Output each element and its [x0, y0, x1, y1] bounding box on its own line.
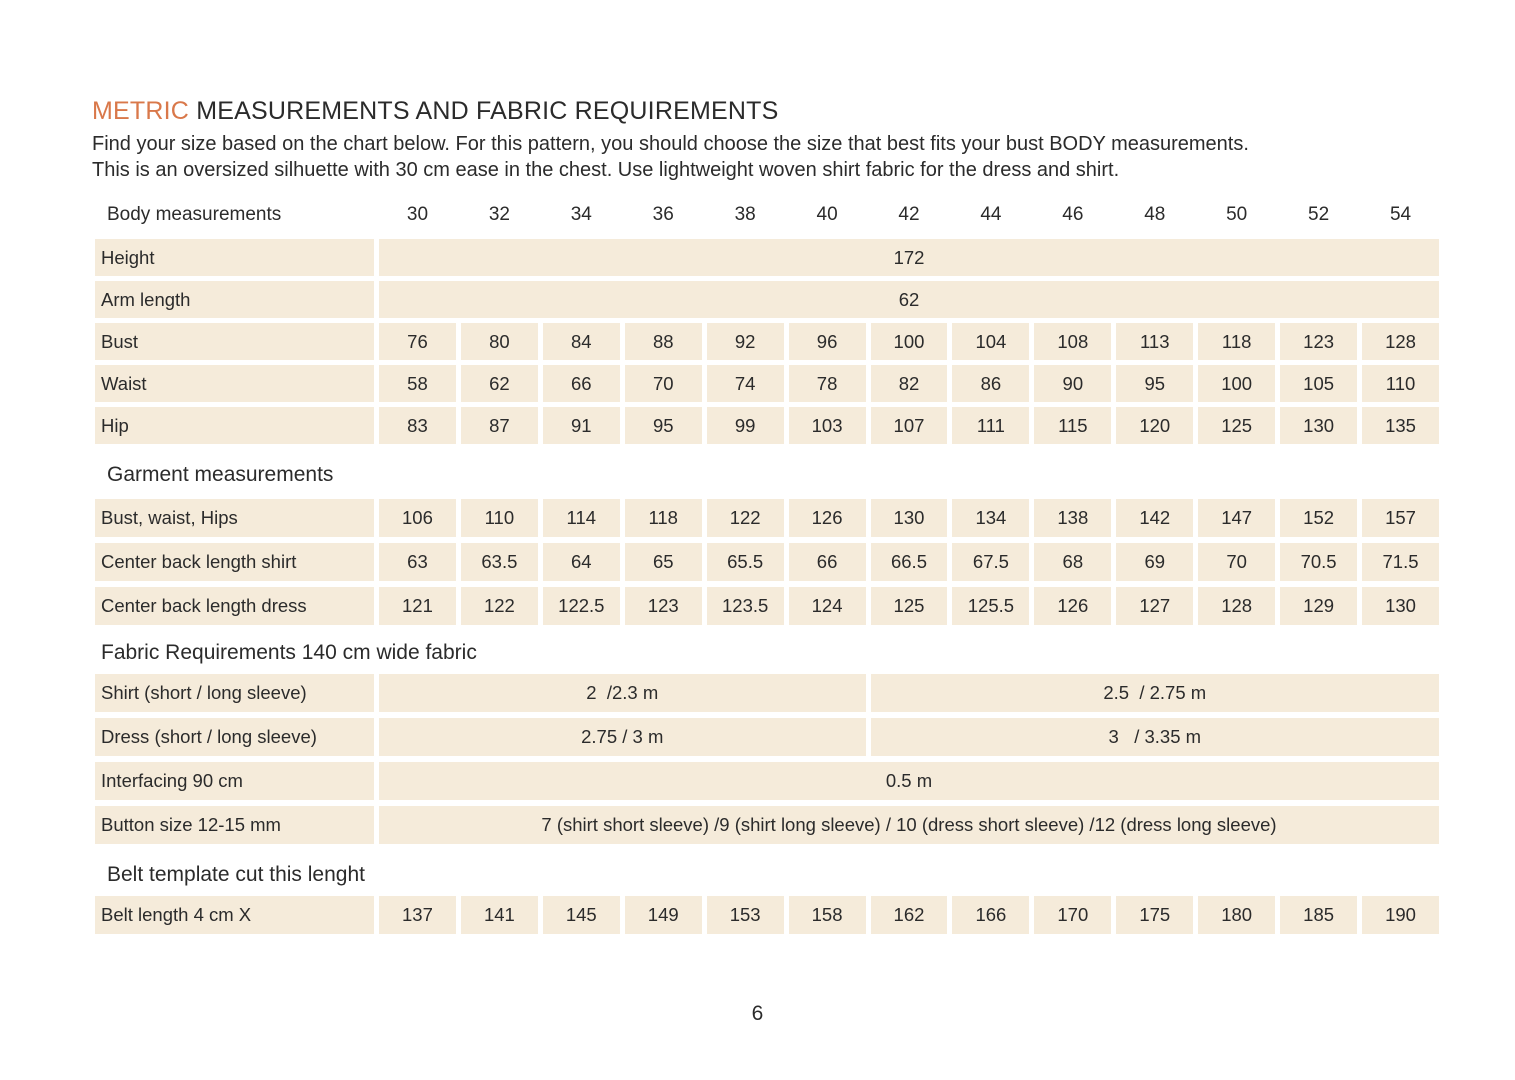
size-label: 44 — [980, 204, 1002, 225]
table-cell: 125.5 — [952, 587, 1029, 625]
table-cell: 115 — [1034, 407, 1111, 444]
table-cell: 71.5 — [1362, 543, 1439, 581]
table-cell: 80 — [461, 323, 538, 360]
table-cell: 153 — [707, 896, 784, 934]
table-cell: 84 — [543, 323, 620, 360]
table-cell: 137 — [379, 896, 456, 934]
table-cell: 147 — [1198, 499, 1275, 537]
table-cell: 108 — [1034, 323, 1111, 360]
table-cell: 78 — [789, 365, 866, 402]
garment-bust-row — [95, 499, 1439, 537]
belt-section-title: Belt template cut this lenght — [107, 863, 365, 886]
intro-line: Find your size based on the chart below. For this pattern, you should choose the size that best fits your bust BODY measurements. — [92, 133, 1249, 155]
table-cell: 62 — [461, 365, 538, 402]
table-cell: 185 — [1280, 896, 1357, 934]
table-cell: 68 — [1034, 543, 1111, 581]
table-cell: 172 — [379, 239, 1439, 276]
table-cell: 175 — [1116, 896, 1193, 934]
size-label: 30 — [406, 204, 429, 225]
intro-text — [92, 131, 1249, 183]
table-cell: 138 — [1034, 499, 1111, 537]
table-cell: 64 — [543, 543, 620, 581]
table-cell: 190 — [1362, 896, 1439, 934]
table-cell: 63 — [379, 543, 456, 581]
table-cell: 123 — [1280, 323, 1357, 360]
title-rest: MEASUREMENTS AND FABRIC REQUIREMENTS — [196, 97, 779, 125]
table-cell: 129 — [1280, 587, 1357, 625]
table-cell: 99 — [707, 407, 784, 444]
table-cell: 87 — [461, 407, 538, 444]
garment-dress-length-row — [95, 587, 1439, 625]
table-cell: 70 — [1198, 543, 1275, 581]
table-cell: 67.5 — [952, 543, 1029, 581]
table-cell: 118 — [1198, 323, 1275, 360]
size-label: 36 — [652, 204, 674, 225]
table-cell: 92 — [707, 323, 784, 360]
row-label: Waist — [95, 365, 374, 402]
table-cell: 110 — [461, 499, 538, 537]
table-cell: 58 — [379, 365, 456, 402]
table-cell: 141 — [461, 896, 538, 934]
table-cell: 128 — [1362, 323, 1439, 360]
bust-row — [95, 323, 1439, 360]
intro-line: This is an oversized silhuette with 30 cm ease in the chest. Use lightweight woven shirt fabric for the dress and shirt. — [92, 159, 1120, 181]
table-cell: 114 — [543, 499, 620, 537]
table-cell: 2 /2.3 m — [379, 674, 866, 712]
table-cell: 70.5 — [1280, 543, 1357, 581]
hip-row — [95, 407, 1439, 444]
table-cell: 122.5 — [543, 587, 620, 625]
garment-section-title: Garment measurements — [107, 463, 334, 486]
size-label: 50 — [1226, 204, 1248, 225]
table-cell: 83 — [379, 407, 456, 444]
table-cell: 103 — [789, 407, 866, 444]
size-label: 54 — [1389, 204, 1412, 225]
size-label: 48 — [1144, 204, 1166, 225]
table-cell: 122 — [461, 587, 538, 625]
body-measurements-heading: Body measurements — [107, 204, 282, 225]
row-label: Interfacing 90 cm — [95, 762, 374, 800]
button-size-row — [95, 806, 1439, 844]
table-cell: 135 — [1362, 407, 1439, 444]
table-cell: 145 — [543, 896, 620, 934]
size-label: 32 — [488, 204, 510, 225]
shirt-fabric-row — [95, 674, 1439, 712]
waist-row — [95, 365, 1439, 402]
table-cell: 96 — [789, 323, 866, 360]
table-cell: 130 — [1280, 407, 1357, 444]
row-label: Belt length 4 cm X — [95, 896, 374, 934]
table-cell: 66 — [543, 365, 620, 402]
table-cell: 65 — [625, 543, 702, 581]
table-cell: 123 — [625, 587, 702, 625]
row-label: Center back length dress — [95, 587, 374, 625]
table-cell: 2.75 / 3 m — [379, 718, 866, 756]
table-cell: 111 — [952, 407, 1029, 444]
row-label: Arm length — [95, 281, 374, 318]
table-cell: 106 — [379, 499, 456, 537]
garment-shirt-length-row — [95, 543, 1439, 581]
dress-fabric-row — [95, 718, 1439, 756]
table-cell: 63.5 — [461, 543, 538, 581]
table-cell: 70 — [625, 365, 702, 402]
table-cell: 86 — [952, 365, 1029, 402]
table-cell: 76 — [379, 323, 456, 360]
table-cell: 82 — [871, 365, 948, 402]
table-cell: 126 — [789, 499, 866, 537]
size-label: 38 — [734, 204, 756, 225]
table-cell: 130 — [871, 499, 948, 537]
size-label: 40 — [816, 204, 838, 225]
table-cell: 130 — [1362, 587, 1439, 625]
table-cell: 110 — [1362, 365, 1439, 402]
table-cell: 157 — [1362, 499, 1439, 537]
size-label: 46 — [1062, 204, 1084, 225]
table-cell: 90 — [1034, 365, 1111, 402]
table-cell: 127 — [1116, 587, 1193, 625]
table-cell: 100 — [871, 323, 948, 360]
table-cell: 95 — [625, 407, 702, 444]
table-cell: 118 — [625, 499, 702, 537]
table-cell: 65.5 — [707, 543, 784, 581]
table-cell: 123.5 — [707, 587, 784, 625]
table-cell: 134 — [952, 499, 1029, 537]
table-cell: 113 — [1116, 323, 1193, 360]
row-label: Bust — [95, 323, 374, 360]
table-cell: 142 — [1116, 499, 1193, 537]
table-cell: 62 — [379, 281, 1439, 318]
table-cell: 3 / 3.35 m — [871, 718, 1439, 756]
height-row — [95, 239, 1439, 276]
table-cell: 180 — [1198, 896, 1275, 934]
table-cell: 74 — [707, 365, 784, 402]
row-label: Hip — [95, 407, 374, 444]
size-header-row — [95, 196, 1439, 234]
table-cell: 170 — [1034, 896, 1111, 934]
table-cell: 149 — [625, 896, 702, 934]
table-cell: 107 — [871, 407, 948, 444]
belt-length-row — [95, 896, 1439, 934]
table-cell: 69 — [1116, 543, 1193, 581]
table-cell: 7 (shirt short sleeve) /9 (shirt long sleeve) / 10 (dress short sleeve) /12 (dress long sleeve) — [379, 806, 1439, 844]
table-cell: 88 — [625, 323, 702, 360]
page-number: 6 — [751, 1002, 764, 1025]
table-cell: 162 — [871, 896, 948, 934]
table-cell: 128 — [1198, 587, 1275, 625]
table-cell: 66.5 — [871, 543, 948, 581]
table-cell: 126 — [1034, 587, 1111, 625]
table-cell: 104 — [952, 323, 1029, 360]
table-cell: 125 — [871, 587, 948, 625]
table-cell: 166 — [952, 896, 1029, 934]
table-cell: 120 — [1116, 407, 1193, 444]
table-cell: 95 — [1116, 365, 1193, 402]
row-label: Bust, waist, Hips — [95, 499, 374, 537]
arm-length-row — [95, 281, 1439, 318]
table-cell: 105 — [1280, 365, 1357, 402]
row-label: Center back length shirt — [95, 543, 374, 581]
table-cell: 121 — [379, 587, 456, 625]
table-cell: 91 — [543, 407, 620, 444]
table-cell: 122 — [707, 499, 784, 537]
table-cell: 100 — [1198, 365, 1275, 402]
table-cell: 124 — [789, 587, 866, 625]
table-cell: 0.5 m — [379, 762, 1439, 800]
row-label: Shirt (short / long sleeve) — [95, 674, 374, 712]
fabric-section-title: Fabric Requirements 140 cm wide fabric — [101, 641, 477, 664]
interfacing-row — [95, 762, 1439, 800]
table-cell: 125 — [1198, 407, 1275, 444]
table-cell: 2.5 / 2.75 m — [871, 674, 1439, 712]
row-label: Button size 12-15 mm — [95, 806, 374, 844]
table-cell: 158 — [789, 896, 866, 934]
size-label: 42 — [898, 204, 920, 225]
table-cell: 66 — [789, 543, 866, 581]
row-label: Dress (short / long sleeve) — [95, 718, 374, 756]
size-label: 52 — [1308, 204, 1330, 225]
row-label: Height — [95, 239, 374, 276]
title-accent: METRIC — [92, 97, 190, 125]
page-title — [92, 97, 778, 126]
size-label: 34 — [570, 204, 592, 225]
table-cell: 152 — [1280, 499, 1357, 537]
